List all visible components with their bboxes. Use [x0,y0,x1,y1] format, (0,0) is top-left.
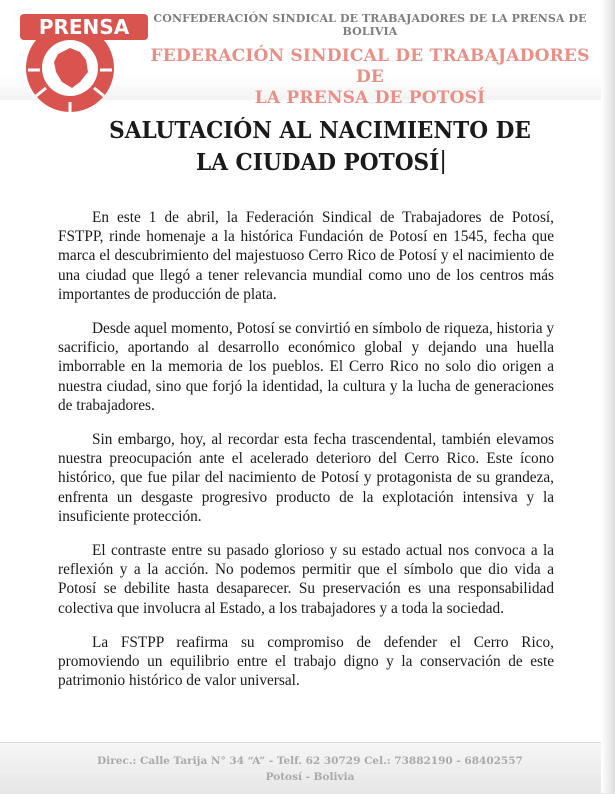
paragraph: La FSTPP reafirma su compromiso de defender el Cerro Rico, promoviendo un equilibrio entre el trabajo digno y la conservación de este patrimonio histórico de valor universal. [58,633,554,690]
prensa-logo [18,8,148,118]
text-cursor [442,150,444,174]
federation-name [140,46,600,109]
document-title-line1: SALUTACIÓN AL NACIMIENTO DE [109,117,531,144]
footer-address: Direc.: Calle Tarija N° 34 “A” - Telf. 62 30729 Cel.: 73882190 - 68402557 [97,755,523,767]
document-title [104,115,536,179]
letterhead-footer [0,742,615,794]
federation-name-line2: LA PRENSA DE POTOSÍ [254,88,486,108]
paragraph: El contraste entre su pasado glorioso y su estado actual nos convoca a la reflexión y a la acción. No podemos permitir que el símbolo que dio vida a Potosí se debilite hasta desaparecer. Su preservación es una responsabilidad colectiva que involucra al Estado, a los trabajadores y a toda la sociedad. [58,542,554,617]
federation-name-line1: FEDERACIÓN SINDICAL DE TRABAJADORES DE [150,46,590,87]
paragraph: En este 1 de abril, la Federación Sindical de Trabajadores de Potosí, FSTPP, rinde homenaje a la histórica Fundación de Potosí en 1545, fecha que marca el descubrimiento del majestuoso Cerro Rico de Potosí y el nacimiento de una ciudad que llegó a tener relevancia mundial como uno de los centros más importantes de producción de plata. [58,209,554,303]
paragraph: Sin embargo, hoy, al recordar esta fecha trascendental, también elevamos nuestra preocupación ante el acelerado deterioro del Cerro Rico. Este ícono histórico, que fue pilar del nacimiento de Potosí y protagonista de su grandeza, enfrenta un desgaste progresivo producto de la explotación intensiva y la insuficiente protección. [58,431,554,525]
page-edge-shadow [601,0,615,793]
confederation-name: CONFEDERACIÓN SINDICAL DE TRABAJADORES DE LA PRENSA DE BOLIVIA [153,12,587,38]
footer-city: Potosí - Bolivia [265,771,355,783]
document-title-line2: LA CIUDAD POTOSÍ [196,149,440,176]
document-body [58,208,554,705]
paragraph: Desde aquel momento, Potosí se convirtió en símbolo de riqueza, historia y sacrificio, aportando al desarrollo económico global y dejando una huella imborrable en la memoria de los pueblos. El Cerro Rico no solo dio origen a nuestra ciudad, sino que forjó la identidad, la cultura y la lucha de generaciones de trabajadores. [58,320,554,414]
logo-text: PRENSA [38,15,130,39]
